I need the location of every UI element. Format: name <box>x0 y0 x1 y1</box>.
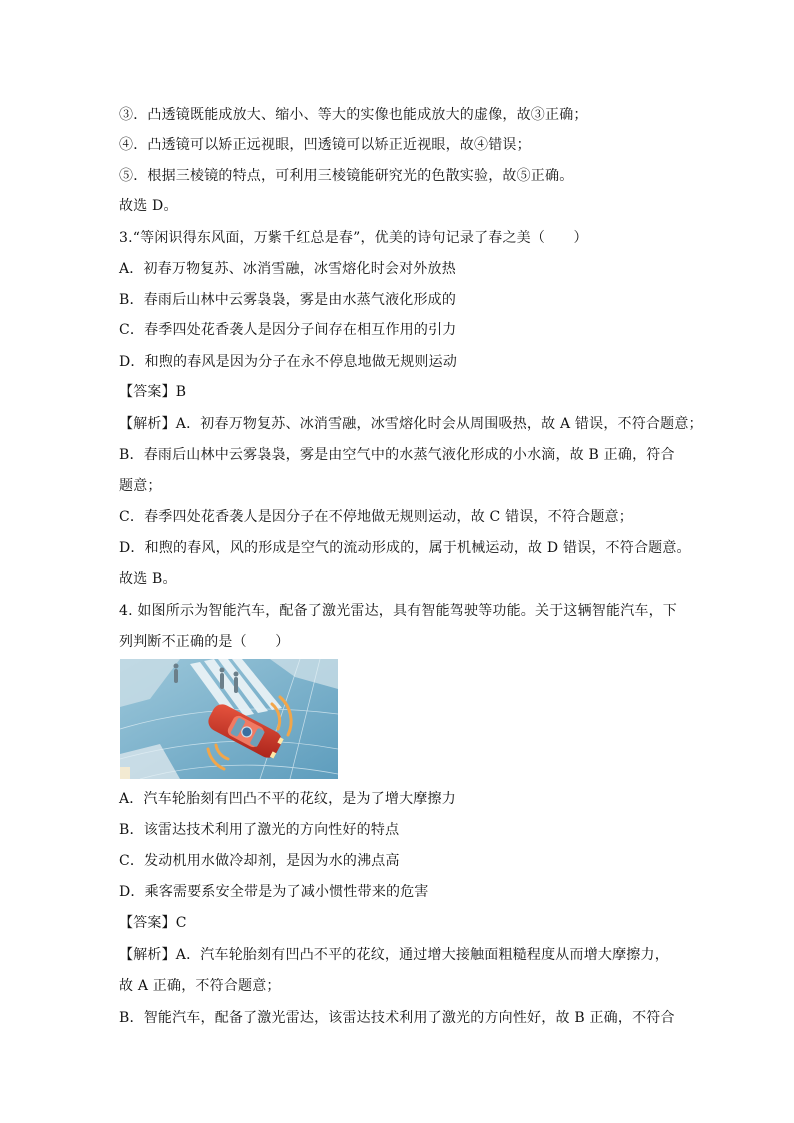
q4-option-b: B．该雷达技术利用了激光的方向性好的特点 <box>119 822 400 838</box>
q3-analysis-line-4: C．春季四处花香袭人是因分子在不停地做无规则运动，故 C 错误，不符合题意； <box>119 509 633 525</box>
smart-car-illustration <box>120 659 338 779</box>
text-line-2: ④．凸透镜可以矫正远视眼，凹透镜可以矫正近视眼，故④错误； <box>119 137 531 153</box>
text-line-3: ⑤．根据三棱镜的特点，可利用三棱镜能研究光的色散实验，故⑤正确。 <box>119 168 574 184</box>
q4-option-a: A．汽车轮胎刻有凹凸不平的花纹，是为了增大摩擦力 <box>119 791 456 807</box>
q3-conclusion: 故选 B。 <box>119 571 177 587</box>
question-3-stem: 3.“等闲识得东风面，万紫千红总是春”，优美的诗句记录了春之美（ ） <box>119 230 588 246</box>
q4-answer: 【答案】C <box>119 915 187 931</box>
q3-option-d: D．和煦的春风是因为分子在永不停息地做无规则运动 <box>119 354 458 370</box>
q4-analysis-line-2: 故 A 正确，不符合题意； <box>119 978 281 994</box>
q3-option-c: C．春季四处花香袭人是因分子间存在相互作用的引力 <box>119 322 457 338</box>
q3-analysis-line-1: 【解析】A．初春万物复苏、冰消雪融，冰雪熔化时会从周围吸热，故 A 错误，不符合题意； <box>119 416 703 432</box>
text-line-4: 故选 D。 <box>119 198 178 214</box>
q4-option-c: C．发动机用水做冷却剂，是因为水的沸点高 <box>119 853 400 869</box>
q3-analysis-line-2: B．春雨后山林中云雾袅袅，雾是由空气中的水蒸气液化形成的小水滴，故 B 正确，符合 <box>119 447 675 463</box>
q4-analysis-line-1: 【解析】A．汽车轮胎刻有凹凸不平的花纹，通过增大接触面粗糙程度从而增大摩擦力， <box>119 947 669 963</box>
question-4-stem-line-1: 4. 如图所示为智能汽车，配备了激光雷达，具有智能驾驶等功能。关于这辆智能汽车，下 <box>119 603 678 619</box>
q3-option-a: A．初春万物复苏、冰消雪融，冰雪熔化时会对外放热 <box>119 261 456 277</box>
q3-answer: 【答案】B <box>119 384 187 400</box>
q4-analysis-line-3: B．智能汽车，配备了激光雷达，该雷达技术利用了激光的方向性好，故 B 正确，不符合 <box>119 1010 675 1026</box>
question-4-stem-line-2: 列判断不正确的是（ ） <box>119 634 290 650</box>
text-line-1: ③．凸透镜既能成放大、缩小、等大的实像也能成放大的虚像，故③正确； <box>119 107 588 123</box>
smart-car-svg <box>120 659 338 779</box>
roadside-object <box>120 767 130 779</box>
q3-option-b: B．春雨后山林中云雾袅袅，雾是由水蒸气液化形成的 <box>119 292 457 308</box>
q4-option-d: D．乘客需要系安全带是为了减小惯性带来的危害 <box>119 884 429 900</box>
q3-analysis-line-5: D．和煦的春风，风的形成是空气的流动形成的，属于机械运动，故 D 错误，不符合题意。 <box>119 540 691 556</box>
q3-analysis-line-3: 题意； <box>119 478 162 494</box>
